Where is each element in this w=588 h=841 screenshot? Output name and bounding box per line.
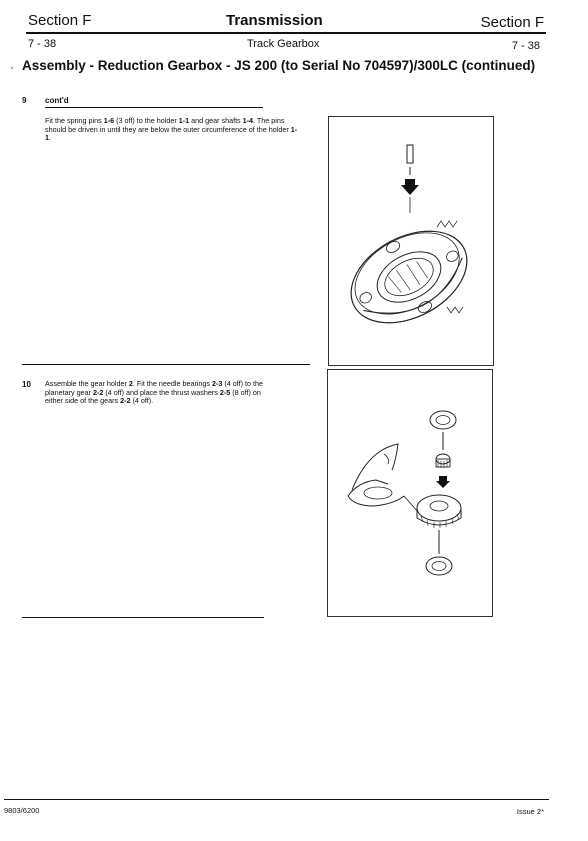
- section-label-left: Section F: [28, 12, 92, 29]
- gear-teeth: [447, 307, 463, 313]
- section-divider: [22, 364, 310, 365]
- page-number-left: 7 - 38: [28, 38, 57, 50]
- issue-label: Issue 2*: [516, 807, 544, 816]
- step-number: 10: [22, 380, 31, 389]
- document-number: 9803/6200: [4, 806, 40, 815]
- footer-rule: [4, 799, 549, 800]
- page-subtitle: Track Gearbox: [247, 38, 320, 50]
- gear-holder: [348, 444, 418, 512]
- arrow-down-icon: [436, 476, 450, 488]
- header-rule: [26, 32, 546, 34]
- holder-illustration: [329, 117, 493, 365]
- step-text: Fit the spring pins 1-6 (3 off) to the holder 1-1 and gear shafts 1-4. The pins should be driven in until they are below the outer circumference of the holder 1-1.: [45, 116, 298, 143]
- figure-gear-holder-assembly: [327, 369, 493, 617]
- thrust-washer: [430, 411, 456, 429]
- thrust-washer: [426, 557, 452, 575]
- page-number-right: 7 - 38: [511, 40, 540, 52]
- gear-teeth: [437, 221, 457, 227]
- step-number: 9: [22, 96, 27, 105]
- figure-holder-spring-pins: [328, 116, 494, 366]
- section-divider: [22, 617, 264, 618]
- step-text: Assemble the gear holder 2. Fit the needle bearings 2-3 (4 off) to the planetary gear 2-2 (4 off) and place the thrust washers 2-5 (8 off) on either side of the gears 2-2 (4 off).: [45, 379, 264, 406]
- arrow-down-icon: [401, 179, 419, 195]
- step-heading: cont'd: [45, 96, 69, 105]
- page-header-title: Transmission: [226, 12, 323, 29]
- bullet-mark: ·: [10, 60, 14, 74]
- planetary-gear: [417, 495, 461, 528]
- gear-assembly-illustration: [328, 370, 492, 616]
- holder-ring: [335, 213, 482, 342]
- step-heading-rule: [45, 107, 263, 108]
- needle-bearing: [436, 454, 450, 468]
- spring-pin: [407, 145, 413, 163]
- main-title: Assembly - Reduction Gearbox - JS 200 (to Serial No 704597)/300LC (continued): [22, 58, 536, 73]
- section-label-right: Section F: [480, 14, 544, 31]
